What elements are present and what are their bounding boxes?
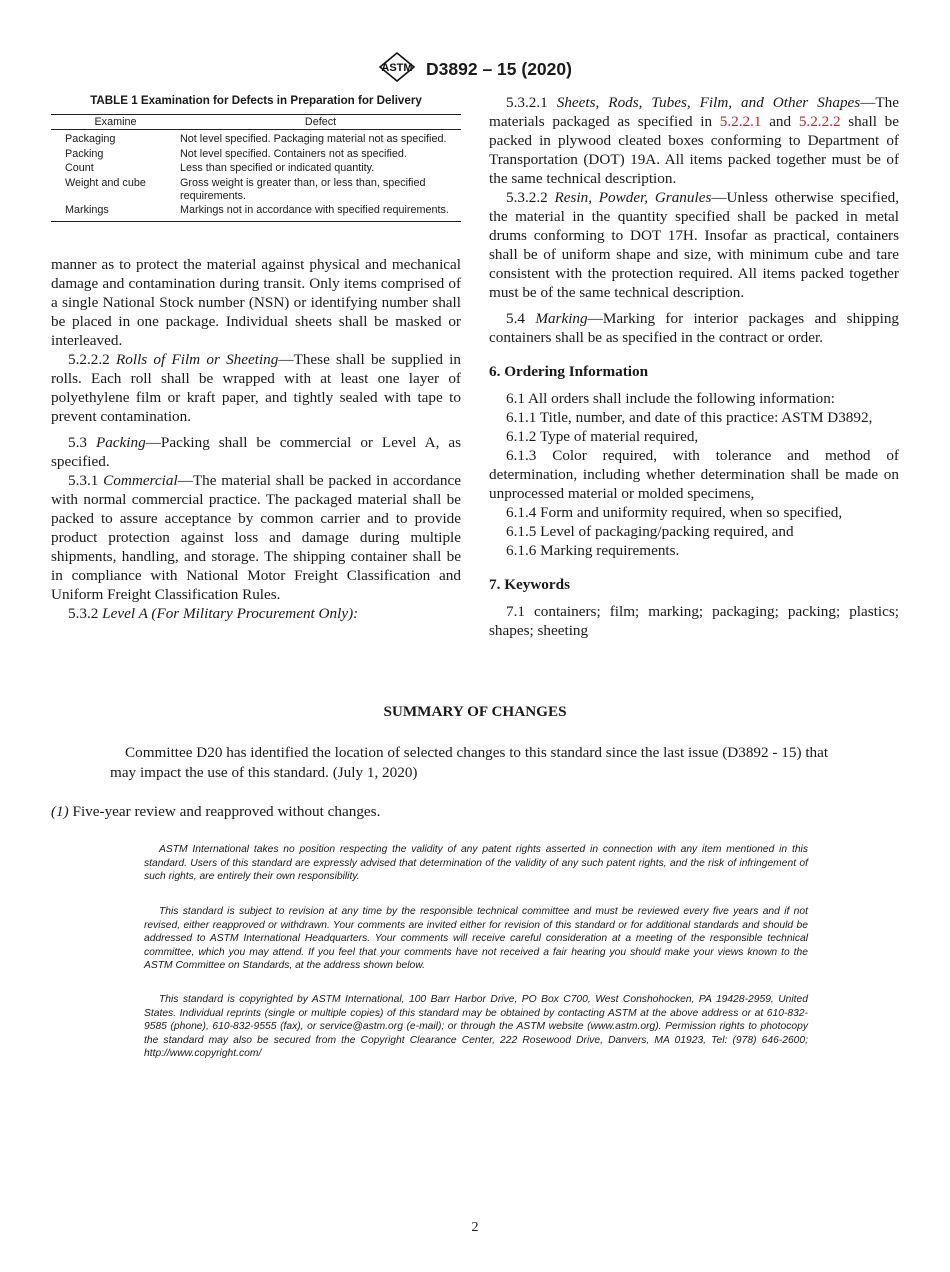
- paragraph-text: —The material shall be packed in accordance with normal commercial practice. The packaged material shall be packed to assure acceptance by common carrier and to provide product protection against loss and damage during multiple shipments, handling, and storage. The shipping container shall be in compliance with National Motor Freight Classification and Uniform Freight Classification Rules.: [51, 471, 461, 603]
- paragraph-text: and: [761, 113, 799, 130]
- revision-notice: This standard is subject to revision at any time by the responsible technical committee and must be reviewed every five years and if not revised, either reapproved or withdrawn. Your comments are invited either for revision of this standard or for additional standards and should be addressed to ASTM International Headquarters. Your comments will receive careful consideration at a meeting of the responsible technical committee, which you may attend. If you feel that your comments have not received a fair hearing you should make your views known to the ASTM Committee on Standards, at the address shown below.: [144, 906, 808, 971]
- paragraph-5-3: [51, 433, 461, 471]
- change-list-item: [51, 803, 901, 821]
- document-id: D3892 – 15 (2020): [426, 59, 572, 79]
- paragraph-6-1: 6.1 All orders shall include the following information:: [506, 390, 836, 407]
- examine-cell: Packing: [65, 147, 104, 160]
- summary-of-changes-text: Committee D20 has identified the location of selected changes to this standard since the last issue (D3892 - 15) that may impact the use of this standard. (July 1, 2020): [110, 744, 829, 781]
- table-row: [51, 204, 461, 221]
- left-column: [51, 93, 461, 623]
- table-header-row: [51, 115, 461, 130]
- section-title: Packing: [95, 433, 146, 451]
- table-row: [51, 148, 461, 162]
- paragraph-text: shall be packed in plywood cleated boxes conforming to Department of Transportation (DOT) 19A. All items packed together must be of the same technical description.: [489, 113, 899, 187]
- examine-cell: Count: [65, 162, 94, 175]
- table-row: [51, 162, 461, 176]
- astm-logo-icon: [378, 52, 416, 87]
- paragraph-6-1-3: 6.1.3 Color required, with tolerance and method of determination, including whether determination shall be made on unprocessed material or molded specimens,: [489, 447, 899, 502]
- column-header-defect: Defect: [180, 115, 461, 130]
- paragraph-5-3-2-1: [489, 93, 899, 188]
- examine-cell: Markings: [51, 204, 180, 221]
- paragraph-5-3-1: [51, 471, 461, 604]
- section-heading-keywords: 7. Keywords: [489, 576, 570, 593]
- section-number: 5.3.2: [68, 604, 99, 622]
- page-header: [0, 52, 950, 87]
- section-number: 5.2.2.2: [68, 350, 110, 368]
- table-row: [51, 130, 461, 148]
- paragraph-5-2-2-2: [51, 350, 461, 426]
- paragraph-6-1-2: 6.1.2 Type of material required,: [506, 428, 699, 445]
- paragraph-5-3-2: [51, 604, 461, 623]
- defect-cell: Markings not in accordance with specified requirements.: [180, 204, 461, 221]
- change-item-text: Five-year review and reapproved without changes.: [68, 803, 381, 820]
- defect-cell: Not level specified. Containers not as specified.: [180, 147, 407, 160]
- section-title: Marking: [535, 310, 588, 327]
- paragraph-6-1-6: 6.1.6 Marking requirements.: [506, 542, 680, 559]
- page-number: 2: [471, 1220, 479, 1235]
- defect-cell: Less than specified or indicated quantity.: [180, 162, 375, 175]
- defect-cell: Gross weight is greater than, or less than, specified requirements.: [180, 176, 426, 203]
- section-title: Sheets, Rods, Tubes, Film, and Other Shapes: [556, 94, 861, 111]
- section-title: Rolls of Film or Sheeting: [115, 350, 279, 368]
- section-number: 5.3.2.1: [506, 94, 548, 111]
- summary-of-changes-title: SUMMARY OF CHANGES: [383, 703, 567, 720]
- astm-logo-text: ASTM: [381, 62, 413, 74]
- section-number: 5.3.1: [68, 471, 99, 489]
- patent-notice: ASTM International takes no position respecting the validity of any patent rights asserted in connection with any item mentioned in this standard. Users of this standard are expressly advised that determination of the validity of any such patent rights, and the risk of infringement of such rights, are entirely their own responsibility.: [144, 844, 808, 882]
- defect-cell: Not level specified. Packaging material not as specified.: [180, 133, 447, 146]
- paragraph-5-4: [489, 309, 899, 347]
- paragraph-text: —Packing shall be commercial or Level A, as specified.: [51, 433, 461, 470]
- xref-link-5-2-2-2[interactable]: 5.2.2.2: [798, 113, 841, 130]
- paragraph-6-1-5: 6.1.5 Level of packaging/packing required, and: [506, 523, 794, 540]
- paragraph-text: —These shall be supplied in rolls. Each roll shall be wrapped with at least one layer of polyethylene film or kraft paper, and tightly sealed with tape to prevent contamination.: [51, 350, 461, 425]
- paragraph-6-1-4: 6.1.4 Form and uniformity required, when so specified,: [506, 504, 843, 521]
- section-number: 5.3: [68, 433, 87, 451]
- table-caption: TABLE 1 Examination for Defects in Preparation for Delivery: [90, 94, 422, 107]
- column-header-examine: Examine: [51, 115, 180, 130]
- section-title: Commercial: [103, 471, 178, 489]
- examine-cell: Weight and cube: [65, 176, 146, 189]
- table-row: [51, 177, 461, 205]
- paragraph-text: —The materials packaged as specified in: [489, 94, 900, 130]
- paragraph-6-1-1: 6.1.1 Title, number, and date of this practice: ASTM D3892,: [506, 409, 873, 426]
- right-column: [489, 93, 899, 640]
- defects-table: [51, 114, 461, 222]
- section-number: 5.3.2.2: [506, 189, 548, 206]
- paragraph-7-1: 7.1 containers; film; marking; packaging; packing; plastics; shapes; sheeting: [489, 603, 899, 639]
- section-title: Level A (For Military Procurement Only):: [102, 604, 359, 622]
- copyright-notice: This standard is copyrighted by ASTM International, 100 Barr Harbor Drive, PO Box C700, West Conshohocken, PA 19428-2959, United States. Individual reprints (single or multiple copies) of this standard may be obtained by contacting ASTM at the above address or at 610-832-9585 (phone), 610-832-9555 (fax), or service@astm.org (e-mail); or through the ASTM website (www.astm.org). Permission rights to photocopy the standard may also be secured from the Copyright Clearance Center, 222 Rosewood Drive, Danvers, MA 01923, Tel: (978) 646-2600; http://www.copyright.com/: [144, 994, 808, 1059]
- paragraph-text: —Marking for interior packages and shipping containers shall be as specified in the contract or order.: [489, 310, 900, 346]
- paragraph-text: —Unless otherwise specified, the material in the quantity specified shall be packed in metal drums conforming to DOT 17H. Insofar as practical, containers shall be of uniform shape and size, with minimum cube and tare consistent with the protection required. All items packed together must be of the same technical description.: [489, 189, 899, 301]
- paragraph-continued: manner as to protect the material against physical and mechanical damage and contamination during transit. Only items comprised of a single National Stock number (NSN) or identifying number shall be placed in one package. Individual sheets shall be masked or interleaved.: [51, 255, 461, 349]
- section-number: 5.4: [506, 310, 525, 327]
- change-item-number: (1): [51, 803, 69, 820]
- section-title: Resin, Powder, Granules: [554, 189, 712, 206]
- paragraph-5-3-2-2: [489, 188, 899, 302]
- section-heading-ordering-information: 6. Ordering Information: [489, 363, 649, 380]
- xref-link-5-2-2-1[interactable]: 5.2.2.1: [719, 113, 762, 130]
- examine-cell: Packaging: [65, 133, 116, 146]
